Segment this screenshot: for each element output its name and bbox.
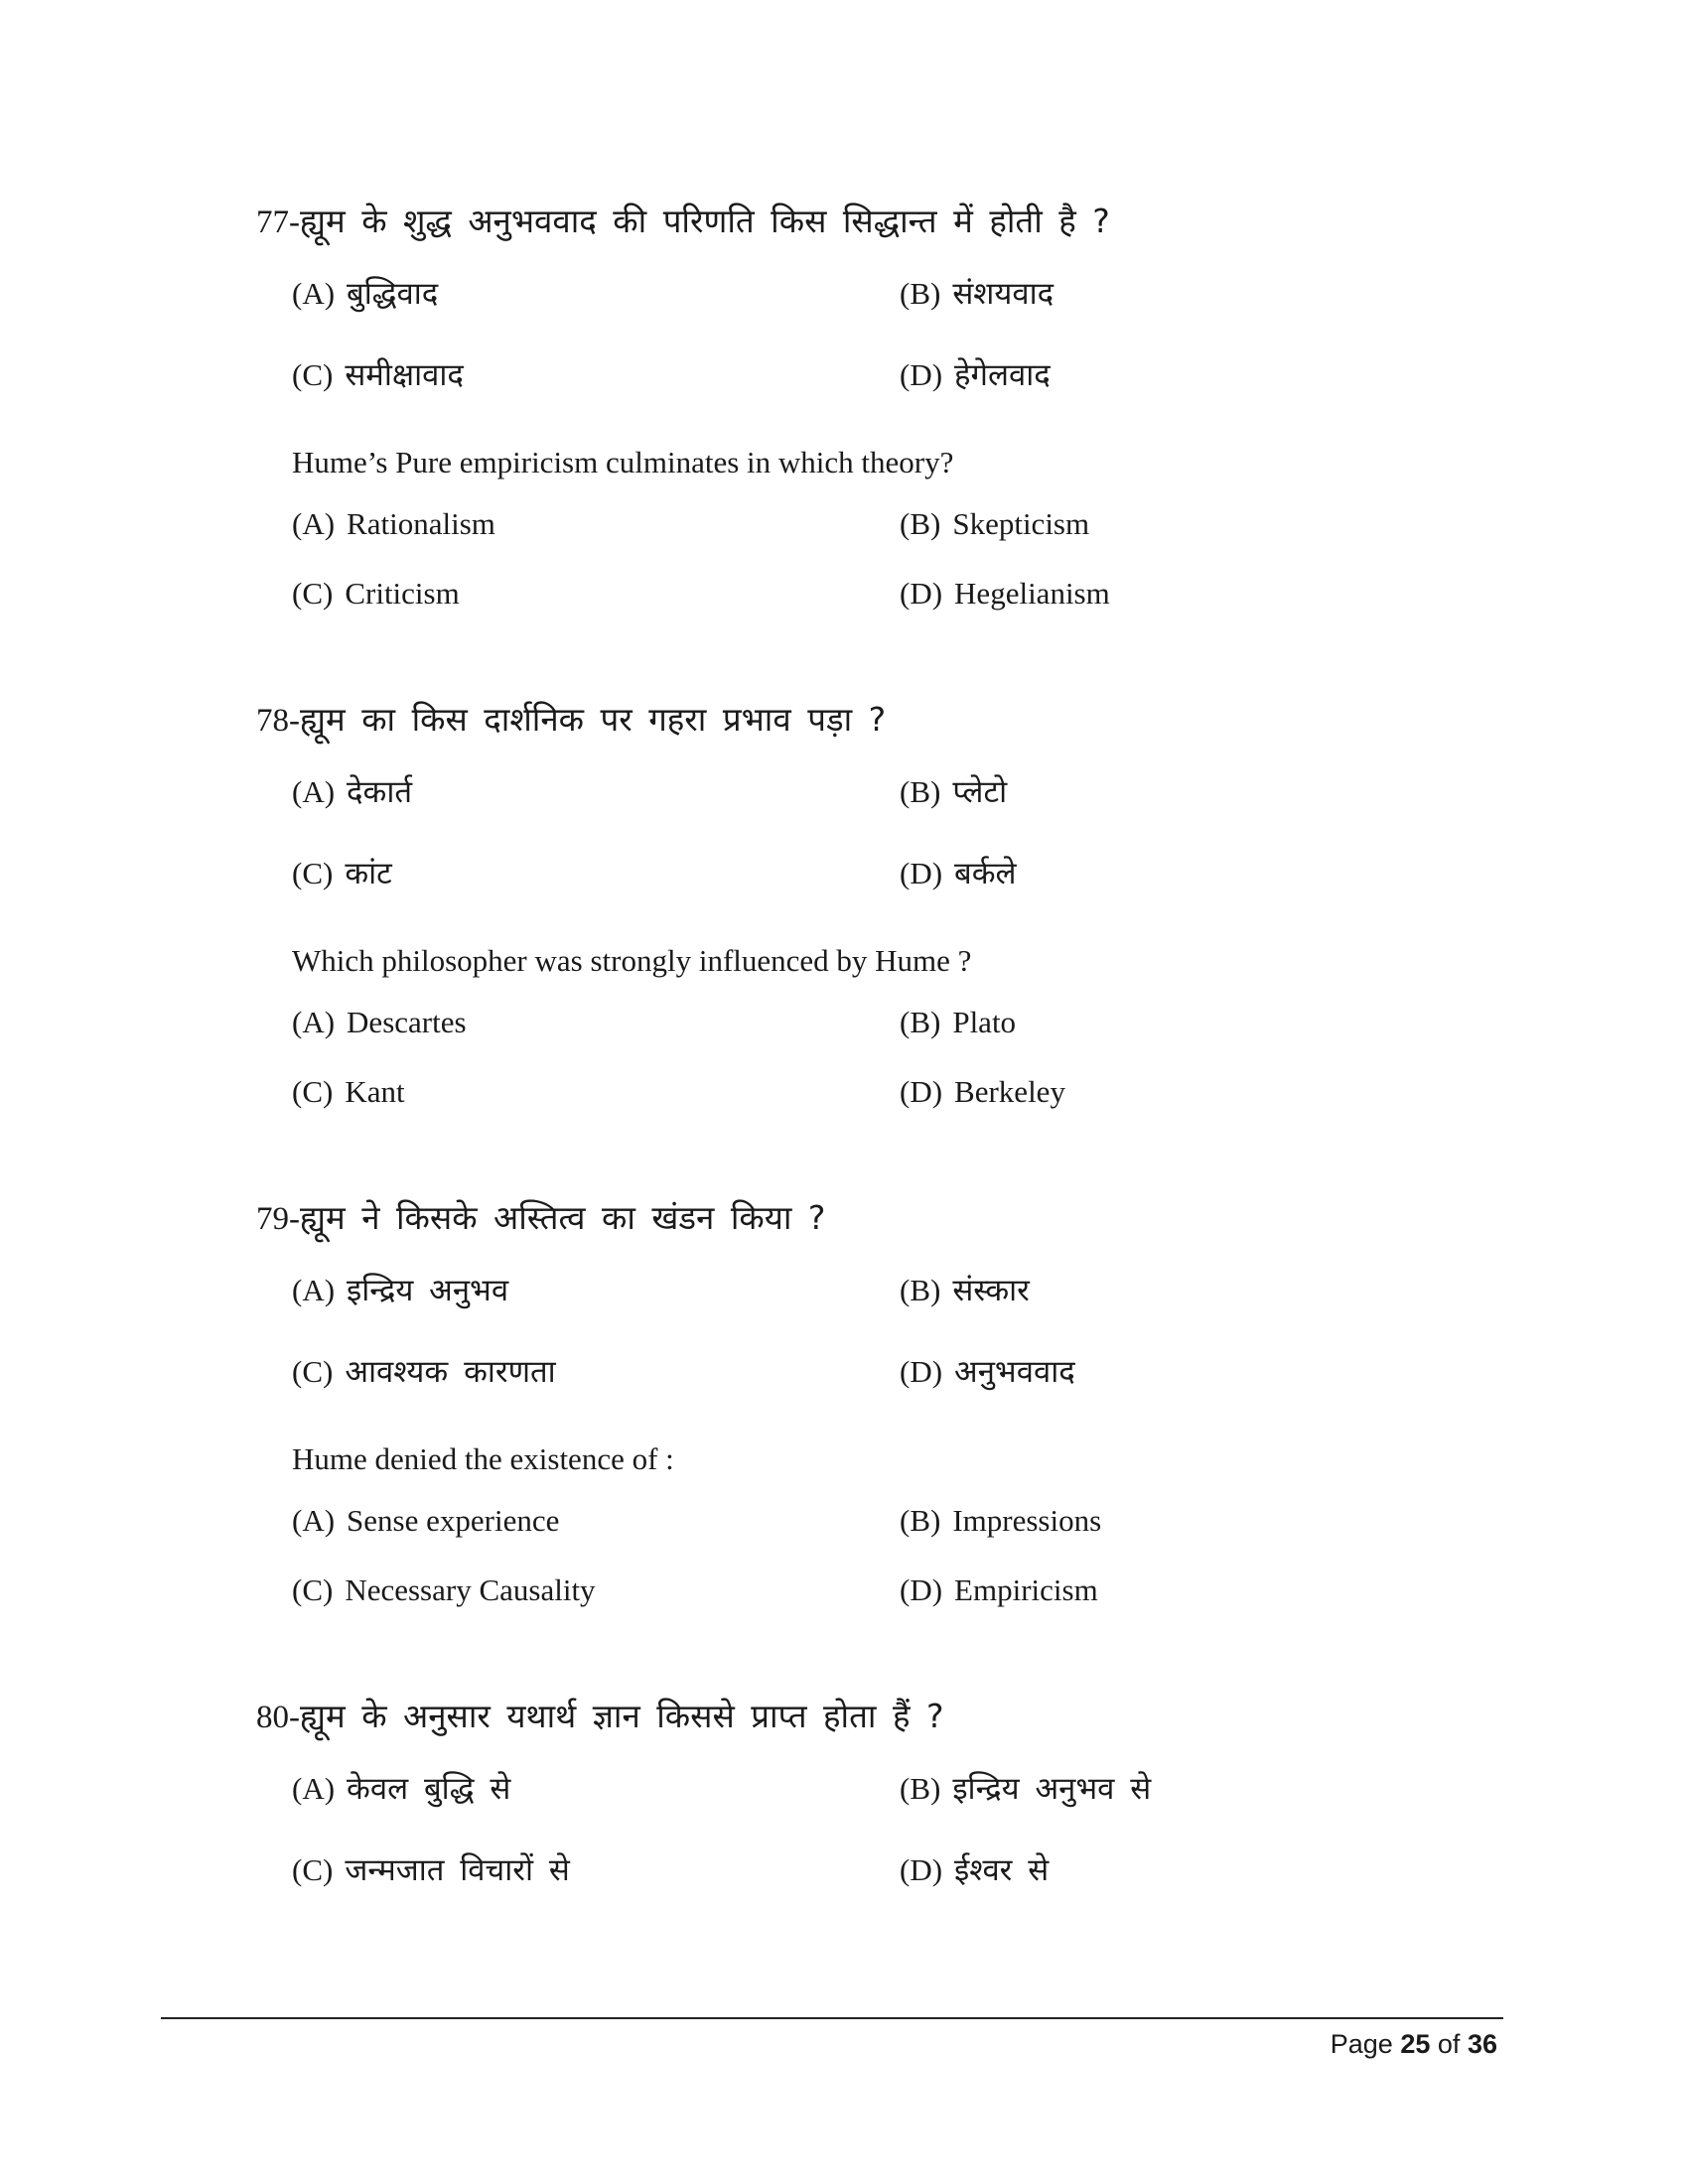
option-c-english: (C) Necessary Causality	[292, 1572, 596, 1607]
question-78	[256, 697, 1448, 1144]
hindi-options	[292, 770, 1448, 933]
question-hindi-text: 80-ह्यूम के अनुसार यथार्थ ज्ञान किससे प्राप्त होता हैं ?	[256, 1697, 944, 1735]
option-d-english: (D) Empiricism	[900, 1572, 1098, 1607]
question-number: 77-	[256, 205, 300, 240]
question-hindi-text: 78-ह्यूम का किस दार्शनिक पर गहरा प्रभाव पड़ा ?	[256, 700, 887, 739]
english-options	[292, 1503, 1448, 1642]
option-c-hindi: (C) जन्मजात विचारों से	[292, 1852, 570, 1888]
hindi-options	[292, 1269, 1448, 1432]
option-b-hindi: (B) संशयवाद	[900, 276, 1055, 312]
option-b-hindi: (B) प्लेटो	[900, 774, 1008, 810]
option-a-hindi: (A) इन्द्रिय अनुभव	[292, 1273, 509, 1308]
question-english-text: Hume’s Pure empiricism culminates in which theory?	[292, 445, 954, 479]
english-options	[292, 506, 1448, 645]
option-b-english: (B) Skepticism	[900, 506, 1090, 541]
question-79	[256, 1195, 1448, 1642]
option-d-hindi: (D) ईश्वर से	[900, 1852, 1050, 1888]
question-english-text: Hume denied the existence of :	[292, 1441, 674, 1476]
hindi-options	[292, 1767, 1448, 1930]
option-a-hindi: (A) केवल बुद्धि से	[292, 1771, 511, 1807]
option-c-hindi: (C) समीक्षावाद	[292, 357, 464, 393]
option-d-hindi: (D) अनुभववाद	[900, 1354, 1075, 1390]
option-a-english: (A) Descartes	[292, 1005, 467, 1039]
option-d-english: (D) Berkeley	[900, 1074, 1065, 1109]
english-options	[292, 1005, 1448, 1144]
total-pages-number: 36	[1467, 2029, 1497, 2059]
question-hindi-text: 77-ह्यूम के शुद्ध अनुभववाद की परिणति किस सिद्धान्त में होती है ?	[256, 202, 1110, 240]
option-a-english: (A) Sense experience	[292, 1503, 560, 1538]
option-b-english: (B) Impressions	[900, 1503, 1102, 1538]
hindi-options	[292, 272, 1448, 435]
footer-divider	[161, 2017, 1503, 2019]
option-a-hindi: (A) बुद्धिवाद	[292, 276, 439, 312]
question-english-text: Which philosopher was strongly influenced by Hume ?	[292, 943, 972, 978]
option-d-hindi: (D) हेगेलवाद	[900, 357, 1051, 393]
question-80	[256, 1694, 1448, 1930]
option-c-english: (C) Kant	[292, 1074, 405, 1109]
option-c-hindi: (C) आवश्यक कारणता	[292, 1354, 556, 1390]
question-number: 79-	[256, 1201, 300, 1237]
question-77	[256, 199, 1448, 645]
option-c-english: (C) Criticism	[292, 576, 460, 611]
option-a-hindi: (A) देकार्त	[292, 774, 413, 810]
option-b-hindi: (B) संस्कार	[900, 1273, 1030, 1308]
question-number: 80-	[256, 1700, 300, 1735]
current-page-number: 25	[1400, 2029, 1431, 2059]
page-number: Page 25 of 36	[1330, 2029, 1497, 2059]
option-d-english: (D) Hegelianism	[900, 576, 1110, 611]
question-number: 78-	[256, 703, 300, 739]
option-c-hindi: (C) कांट	[292, 856, 392, 891]
option-a-english: (A) Rationalism	[292, 506, 495, 541]
option-b-hindi: (B) इन्द्रिय अनुभव से	[900, 1771, 1152, 1807]
question-hindi-text: 79-ह्यूम ने किसके अस्तित्व का खंडन किया ?	[256, 1198, 826, 1237]
option-b-english: (B) Plato	[900, 1005, 1017, 1039]
option-d-hindi: (D) बर्कले	[900, 856, 1017, 891]
